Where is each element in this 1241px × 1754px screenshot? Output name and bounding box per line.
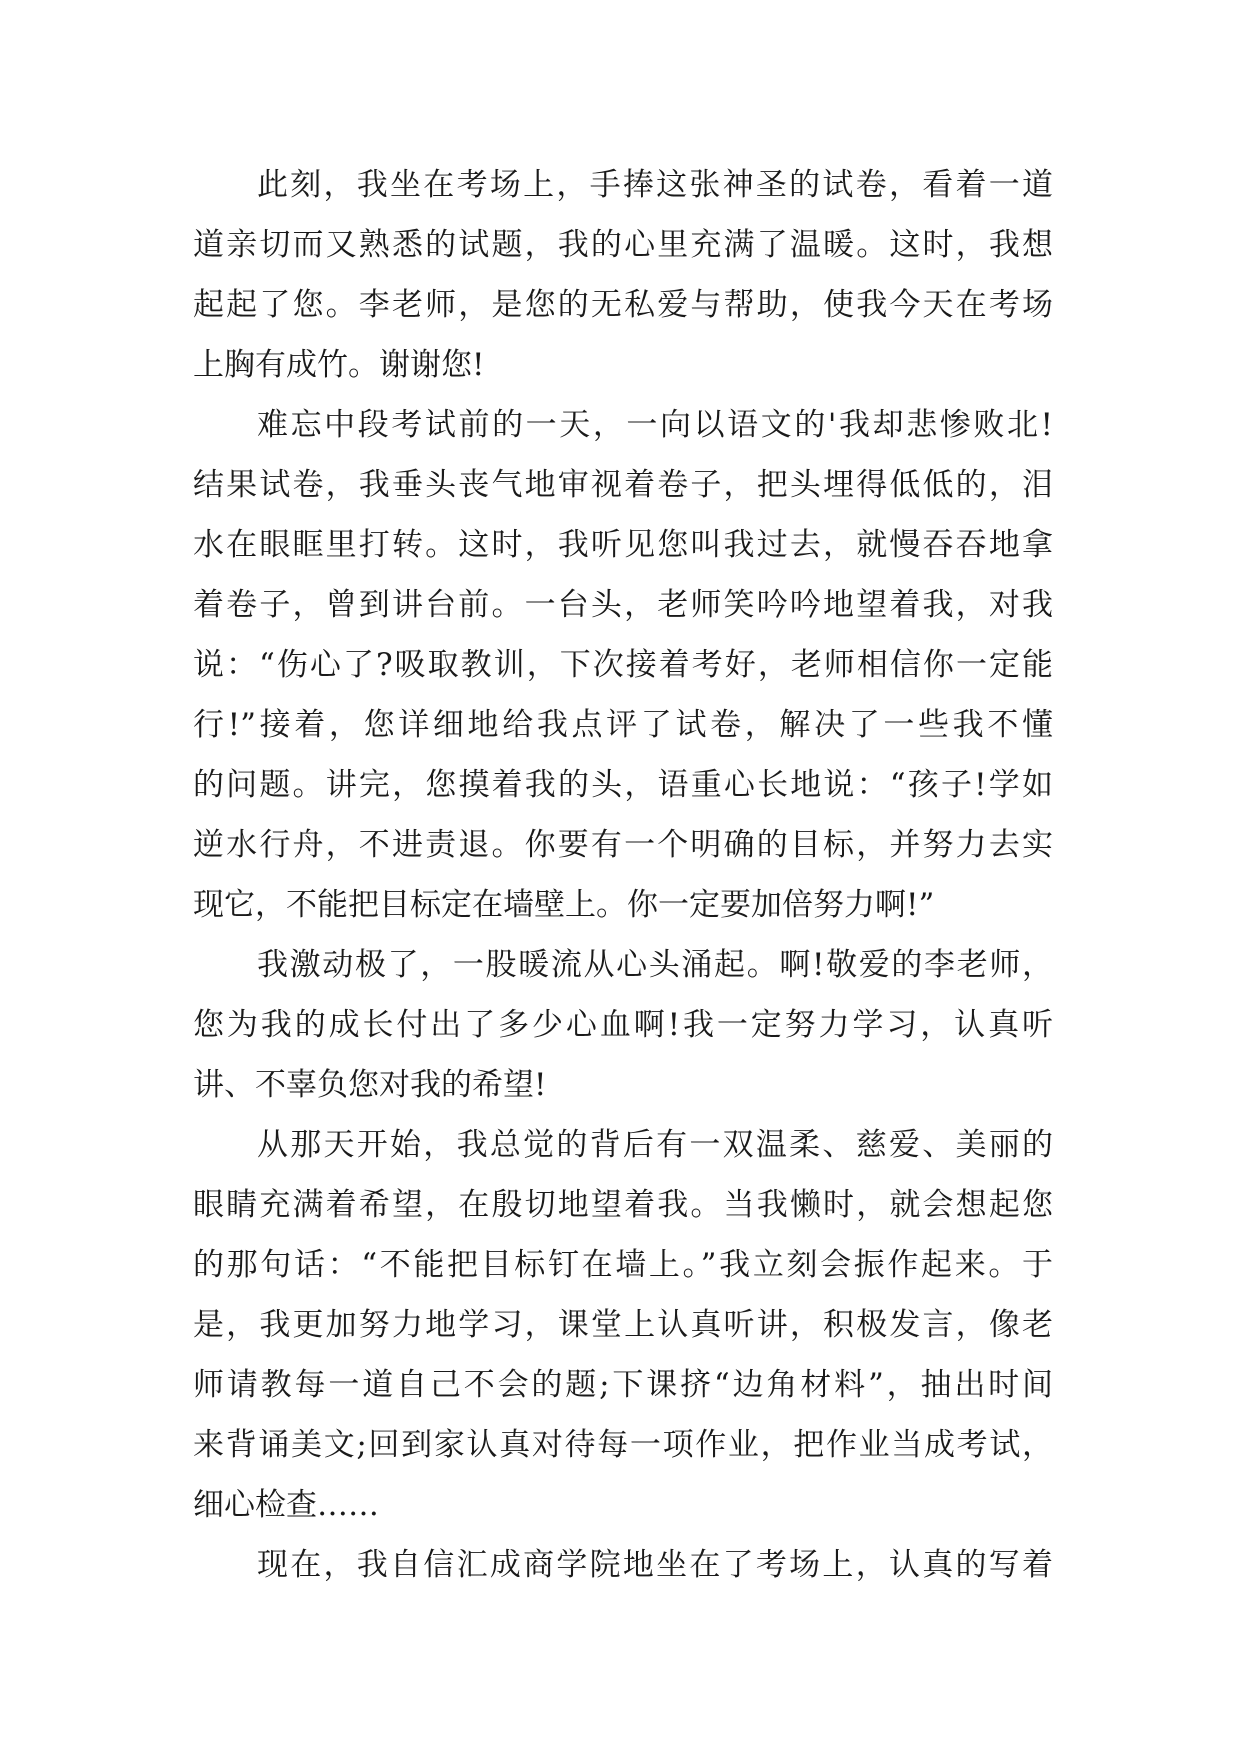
paragraph-1-line-3: 起起了您。李老师，是您的无私爱与帮助，使我今天在考场: [193, 287, 1053, 323]
paragraph-1-line-1: 此刻，我坐在考场上，手捧这张神圣的试卷，看着一道: [257, 167, 1053, 203]
paragraph-4-line-2: 眼睛充满着希望，在殷切地望着我。当我懒时，就会想起您: [193, 1187, 1053, 1223]
paragraph-2-line-2: 结果试卷，我垂头丧气地审视着卷子，把头埋得低低的，泪: [193, 467, 1053, 503]
paragraph-5-line-1: 现在，我自信汇成商学院地坐在了考场上，认真的写着: [257, 1547, 1053, 1583]
paragraph-2-line-3: 水在眼眶里打转。这时，我听见您叫我过去，就慢吞吞地拿: [193, 527, 1053, 563]
paragraph-3-line-1: 我激动极了，一股暖流从心头涌起。啊!敬爱的李老师，: [257, 947, 1053, 983]
paragraph-4-line-3: 的那句话：“不能把目标钉在墙上。”我立刻会振作起来。于: [193, 1247, 1053, 1283]
paragraph-1-line-2: 道亲切而又熟悉的试题，我的心里充满了温暖。这时，我想: [193, 227, 1053, 263]
paragraph-4-line-4: 是，我更加努力地学习，课堂上认真听讲，积极发言，像老: [193, 1307, 1053, 1343]
paragraph-4-line-1: 从那天开始，我总觉的背后有一双温柔、慈爱、美丽的: [257, 1127, 1053, 1163]
paragraph-4-line-6: 来背诵美文;回到家认真对待每一项作业，把作业当成考试，: [193, 1427, 1053, 1463]
paragraph-3-line-2: 您为我的成长付出了多少心血啊!我一定努力学习，认真听: [193, 1007, 1053, 1043]
paragraph-1-line-4: 上胸有成竹。谢谢您!: [193, 347, 485, 383]
paragraph-2-line-9: 现它，不能把目标定在墙壁上。你一定要加倍努力啊!”: [193, 887, 935, 923]
document-body: [193, 155, 1053, 1595]
paragraph-4-line-7: 细心检查……: [193, 1487, 379, 1523]
paragraph-2-line-4: 着卷子，曾到讲台前。一台头，老师笑吟吟地望着我，对我: [193, 587, 1053, 623]
paragraph-2-line-1: 难忘中段考试前的一天，一向以语文的'我却悲惨败北!: [257, 407, 1053, 443]
paragraph-2-line-5: 说：“伤心了?吸取教训，下次接着考好，老师相信你一定能: [193, 647, 1053, 683]
paragraph-2-line-8: 逆水行舟，不进责退。你要有一个明确的目标，并努力去实: [193, 827, 1053, 863]
paragraph-2-line-6: 行!”接着，您详细地给我点评了试卷，解决了一些我不懂: [193, 707, 1053, 743]
paragraph-2-line-7: 的问题。讲完，您摸着我的头，语重心长地说：“孩子!学如: [193, 767, 1053, 803]
paragraph-4-line-5: 师请教每一道自己不会的题;下课挤“边角材料”，抽出时间: [193, 1367, 1053, 1403]
paragraph-3-line-3: 讲、不辜负您对我的希望!: [193, 1067, 547, 1103]
